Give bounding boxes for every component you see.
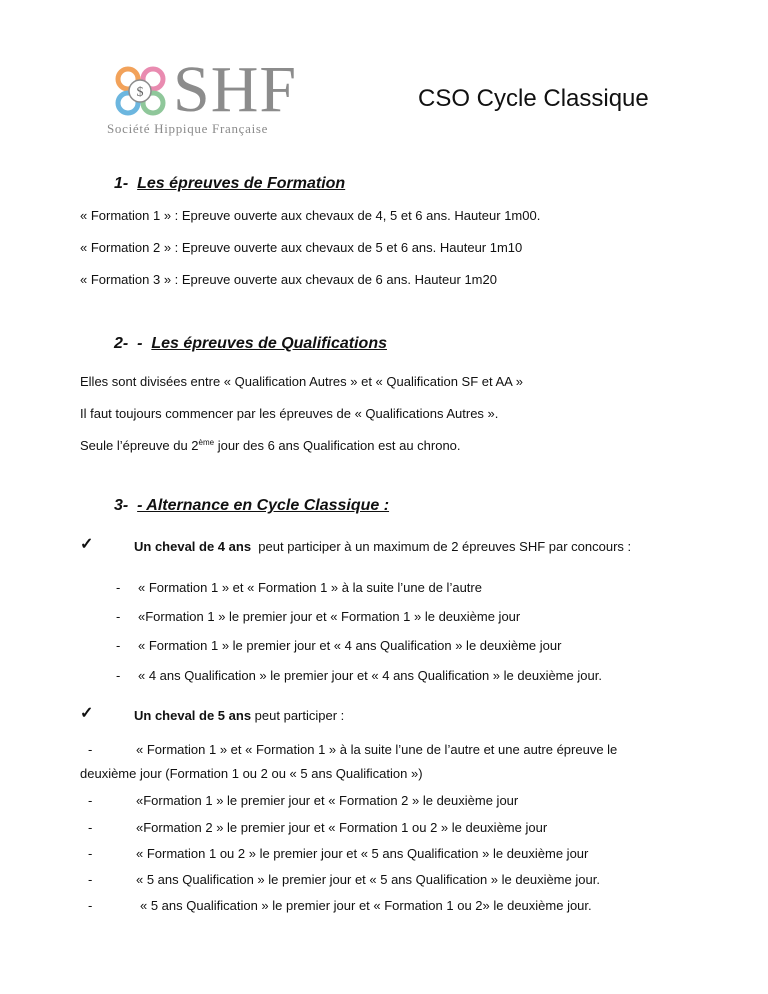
bullet-dash: - bbox=[88, 898, 93, 913]
section-3-heading bbox=[114, 497, 389, 515]
formation-3-line: « Formation 3 » : Epreuve ouverte aux chevaux de 6 ans. Hauteur 1m20 bbox=[80, 272, 497, 287]
bullet-dash: - bbox=[88, 820, 93, 835]
section-1-number: 1- bbox=[114, 175, 129, 192]
formation-2-line: « Formation 2 » : Epreuve ouverte aux chevaux de 5 et 6 ans. Hauteur 1m10 bbox=[80, 240, 523, 255]
horse-4-intro bbox=[134, 539, 631, 555]
bullet-dash: - bbox=[116, 580, 121, 595]
bullet-dash: - bbox=[88, 742, 93, 757]
section-3-number: 3- bbox=[114, 497, 129, 514]
qualification-line-2: Il faut toujours commencer par les épreuves de « Qualifications Autres ». bbox=[80, 406, 499, 421]
horse-4-item: « Formation 1 » et « Formation 1 » à la suite l’une de l’autre bbox=[138, 580, 482, 595]
horse-5-item: « 5 ans Qualification » le premier jour et « Formation 1 ou 2» le deuxième jour. bbox=[140, 898, 592, 913]
horse-5-item: «Formation 1 » le premier jour et « Formation 2 » le deuxième jour bbox=[136, 793, 519, 808]
section-1-title: Les épreuves de Formation bbox=[137, 175, 346, 192]
document-title: CSO Cycle Classique bbox=[418, 85, 649, 112]
line-3-post: jour des 6 ans Qualification est au chrono. bbox=[214, 438, 461, 453]
section-2-title: Les épreuves de Qualifications bbox=[151, 335, 387, 352]
horse-5-first-line-b: deuxième jour (Formation 1 ou 2 ou « 5 ans Qualification ») bbox=[80, 766, 423, 781]
section-2-number: 2- bbox=[114, 335, 129, 352]
line-3-pre: Seule l’épreuve du 2 bbox=[80, 438, 199, 453]
horse-4-rest: peut participer à un maximum de 2 épreuves SHF par concours : bbox=[251, 539, 632, 554]
section-3-title: - Alternance en Cycle Classique : bbox=[137, 497, 390, 514]
line-3-superscript: ème bbox=[198, 438, 215, 447]
checkmark-icon: ✓ bbox=[80, 536, 94, 553]
horse-5-item: «Formation 2 » le premier jour et « Formation 1 ou 2 » le deuxième jour bbox=[136, 820, 548, 835]
logo-letters: SHF bbox=[173, 53, 298, 126]
bullet-dash: - bbox=[88, 872, 93, 887]
section-2-dash: - bbox=[137, 335, 143, 352]
bullet-dash: - bbox=[88, 846, 93, 861]
horse-5-item: « Formation 1 ou 2 » le premier jour et « 5 ans Qualification » le deuxième jour bbox=[136, 846, 589, 861]
logo-subtitle: Société Hippique Française bbox=[107, 121, 269, 136]
qualification-line-3 bbox=[80, 438, 461, 454]
bullet-dash: - bbox=[116, 609, 121, 624]
bullet-dash: - bbox=[88, 793, 93, 808]
qualification-line-1: Elles sont divisées entre « Qualification Autres » et « Qualification SF et AA » bbox=[80, 374, 523, 389]
horse-5-rest: peut participer : bbox=[251, 708, 345, 723]
horse-4-bold: Un cheval de 4 ans bbox=[134, 539, 252, 554]
svg-text:$: $ bbox=[136, 85, 144, 100]
horse-5-intro bbox=[134, 708, 344, 724]
section-2-heading bbox=[114, 335, 387, 353]
horse-5-bold: Un cheval de 5 ans bbox=[134, 708, 252, 723]
checkmark-icon: ✓ bbox=[80, 705, 94, 722]
horse-4-item: «Formation 1 » le premier jour et « Formation 1 » le deuxième jour bbox=[138, 609, 521, 624]
horse-4-item: « Formation 1 » le premier jour et « 4 ans Qualification » le deuxième jour bbox=[138, 638, 562, 653]
bullet-dash: - bbox=[116, 668, 121, 683]
formation-1-line: « Formation 1 » : Epreuve ouverte aux chevaux de 4, 5 et 6 ans. Hauteur 1m00. bbox=[80, 208, 541, 223]
horse-5-item: « 5 ans Qualification » le premier jour et « 5 ans Qualification » le deuxième jour. bbox=[136, 872, 600, 887]
section-1-heading bbox=[114, 175, 345, 193]
horse-5-first-line-a: « Formation 1 » et « Formation 1 » à la suite l’une de l’autre et une autre épreuve le bbox=[136, 742, 618, 757]
horse-4-item: « 4 ans Qualification » le premier jour et « 4 ans Qualification » le deuxième jour. bbox=[138, 668, 602, 683]
bullet-dash: - bbox=[116, 638, 121, 653]
